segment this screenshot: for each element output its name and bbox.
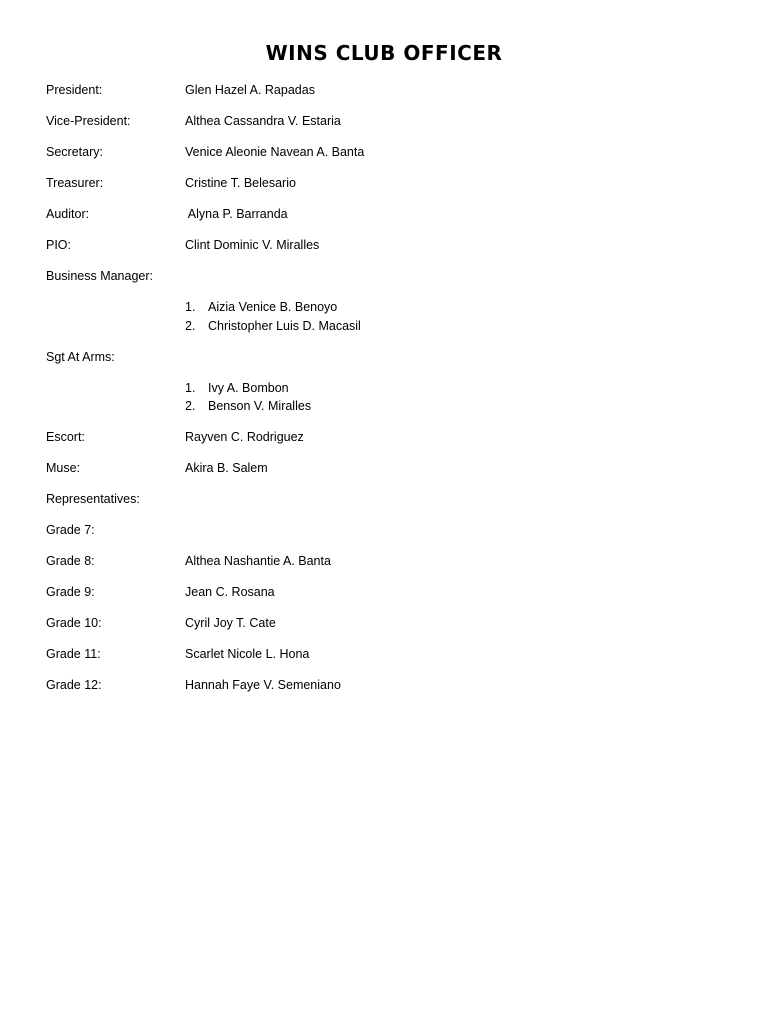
officer-name: Cristine T. Belesario	[185, 176, 296, 190]
list-name: Christopher Luis D. Macasil	[208, 319, 361, 333]
officer-name: Venice Aleonie Navean A. Banta	[185, 145, 365, 159]
list-name: Benson V. Miralles	[208, 399, 312, 413]
list-number: 2.	[185, 399, 196, 413]
representative-name: Hannah Faye V. Semeniano	[185, 678, 341, 692]
representative-name: Cyril Joy T. Cate	[185, 616, 276, 630]
officer-name: Glen Hazel A. Rapadas	[185, 83, 315, 97]
officer-label: PIO:	[46, 238, 72, 252]
officer-label: Muse:	[46, 461, 81, 475]
grade-label: Grade 11:	[46, 647, 101, 661]
grade-label: Grade 12:	[46, 678, 102, 692]
grade-label: Grade 9:	[46, 585, 95, 599]
list-name: Ivy A. Bombon	[208, 381, 289, 395]
officer-name: Althea Cassandra V. Estaria	[185, 114, 341, 128]
officer-label: Business Manager:	[46, 269, 154, 283]
officer-label: Treasurer:	[46, 176, 104, 190]
grade-label: Grade 10:	[46, 616, 102, 630]
representative-name: Scarlet Nicole L. Hona	[185, 647, 310, 661]
officer-name: Akira B. Salem	[185, 461, 268, 475]
officer-label: Secretary:	[46, 145, 103, 159]
list-number: 2.	[185, 319, 196, 333]
list-number: 1.	[185, 300, 196, 314]
grade-label: Grade 7:	[46, 523, 95, 537]
list-number: 1.	[185, 381, 196, 395]
document-title: WINS CLUB OFFICER	[265, 41, 503, 65]
officer-name: Clint Dominic V. Miralles	[185, 238, 320, 252]
officer-name: Rayven C. Rodriguez	[185, 430, 304, 444]
officer-label: Sgt At Arms:	[46, 350, 115, 364]
officer-label: Vice-President:	[46, 114, 131, 128]
officer-label: President:	[46, 83, 103, 97]
grade-label: Grade 8:	[46, 554, 95, 568]
list-name: Aizia Venice B. Benoyo	[208, 300, 338, 314]
officer-label: Auditor:	[46, 207, 90, 221]
representative-name: Jean C. Rosana	[185, 585, 275, 599]
officer-name: Alyna P. Barranda	[185, 207, 288, 221]
officer-label: Escort:	[46, 430, 85, 444]
representative-name: Althea Nashantie A. Banta	[185, 554, 331, 568]
section-label: Representatives:	[46, 492, 140, 506]
